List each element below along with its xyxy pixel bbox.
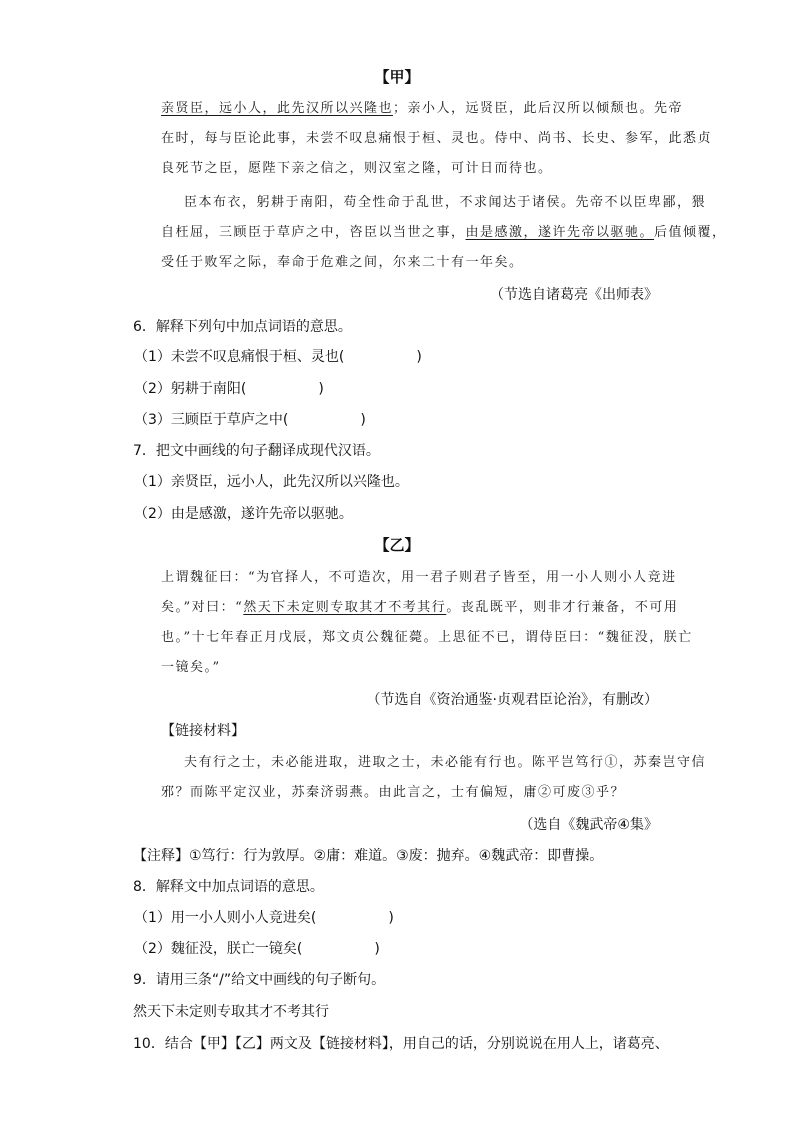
passage-yi-line: 一镜矣。” bbox=[161, 660, 221, 675]
passage-yi-line: 上谓魏征曰：“为官择人，不可造次，用一君子则君子皆至，用一小人则小人竞进 bbox=[161, 570, 677, 585]
passage-jia-line: 臣本布衣，躬耕于南阳，苟全性命于乱世，不求闻达于诸侯。先帝不以臣卑鄙，猥 bbox=[184, 195, 707, 210]
link-material-line: 邪？而陈平定汉业，苏秦济弱燕。由此言之，士有偏短，庸②可废③乎？ bbox=[161, 785, 626, 800]
link-material-source: （选自《魏武帝④集》 bbox=[519, 817, 658, 833]
link-material-heading: 【链接材料】 bbox=[161, 723, 245, 739]
annotation-notes: 【注释】①笃行：行为敦厚。②庸：难道。③废：抛弃。④魏武帝：即曹操。 bbox=[133, 848, 604, 864]
question-6-item-2: （2）躬耕于南阳( ) bbox=[134, 381, 324, 397]
question-10-title: 10．结合【甲】【乙】两文及【链接材料】，用自己的话，分别说说在用人上，诸葛亮、 bbox=[133, 1036, 669, 1052]
passage-jia-line: 自枉屈，三顾臣于草庐之中，咨臣以当世之事，由是感激，遂许先帝以驱驰。后值倾覆， bbox=[161, 225, 727, 240]
passage-jia-line: 良死节之臣，愿陛下亲之信之，则汉室之隆，可计日而待也。 bbox=[161, 161, 553, 176]
question-6-title: 6．解释下列句中加点词语的意思。 bbox=[133, 319, 352, 335]
passage-jia-heading: 【甲】 bbox=[374, 68, 420, 86]
question-7-item-1: （1）亲贤臣，远小人，此先汉所以兴隆也。 bbox=[134, 474, 409, 490]
question-6-item-3: （3）三顾臣于草庐之中( ) bbox=[134, 412, 366, 428]
underlined-sentence: 亲贤臣，远小人，此先汉所以兴隆也 bbox=[161, 101, 394, 116]
question-8-item-2: （2）魏征没，朕亡一镜矣( ) bbox=[134, 941, 380, 957]
question-9-title: 9．请用三条“/”给文中画线的句子断句。 bbox=[133, 972, 386, 988]
underlined-sentence: 由是感激，遂许先帝以驱驰。 bbox=[465, 225, 655, 240]
question-6-item-1: （1）未尝不叹息痛恨于桓、灵也( ) bbox=[134, 349, 422, 365]
passage-yi-line: 也。”十七年春正月戊辰，郑文贞公魏征薨。上思征不已，谓侍臣曰：“魏征没，朕亡 bbox=[161, 630, 693, 645]
passage-jia-line: 亲贤臣，远小人，此先汉所以兴隆也；亲小人，远贤臣，此后汉所以倾颓也。先帝 bbox=[161, 101, 684, 116]
question-8-title: 8．解释文中加点词语的意思。 bbox=[133, 879, 324, 895]
question-9-sentence: 然天下未定则专取其才不考其行 bbox=[133, 1004, 329, 1020]
passage-yi-line: 矣。”对曰：“然天下未定则专取其才不考其行。丧乱既平，则非才行兼备，不可用 bbox=[161, 600, 679, 615]
passage-yi-source: （节选自《资治通鉴·贞观君臣论治》，有删改） bbox=[366, 692, 658, 708]
question-7-item-2: （2）由是感激，遂许先帝以驱驰。 bbox=[134, 506, 353, 522]
passage-jia-source: （节选自诸葛亮《出师表》 bbox=[490, 287, 658, 303]
passage-jia-line: 受任于败军之际，奉命于危难之间，尔来二十有一年矣。 bbox=[161, 255, 524, 270]
passage-jia-line: 在时，每与臣论此事，未尝不叹息痛恨于桓、灵也。侍中、尚书、长史、参军，此悉贞 bbox=[161, 131, 713, 146]
question-8-item-1: （1）用一小人则小人竞进矣( ) bbox=[134, 910, 394, 926]
passage-yi-heading: 【乙】 bbox=[374, 536, 420, 554]
underlined-sentence: 然天下未定则专取其才不考其行 bbox=[243, 600, 447, 615]
question-7-title: 7．把文中画线的句子翻译成现代汉语。 bbox=[133, 443, 380, 459]
link-material-line: 夫有行之士，未必能进取，进取之士，未必能有行也。陈平岂笃行①，苏秦岂守信 bbox=[184, 755, 707, 770]
